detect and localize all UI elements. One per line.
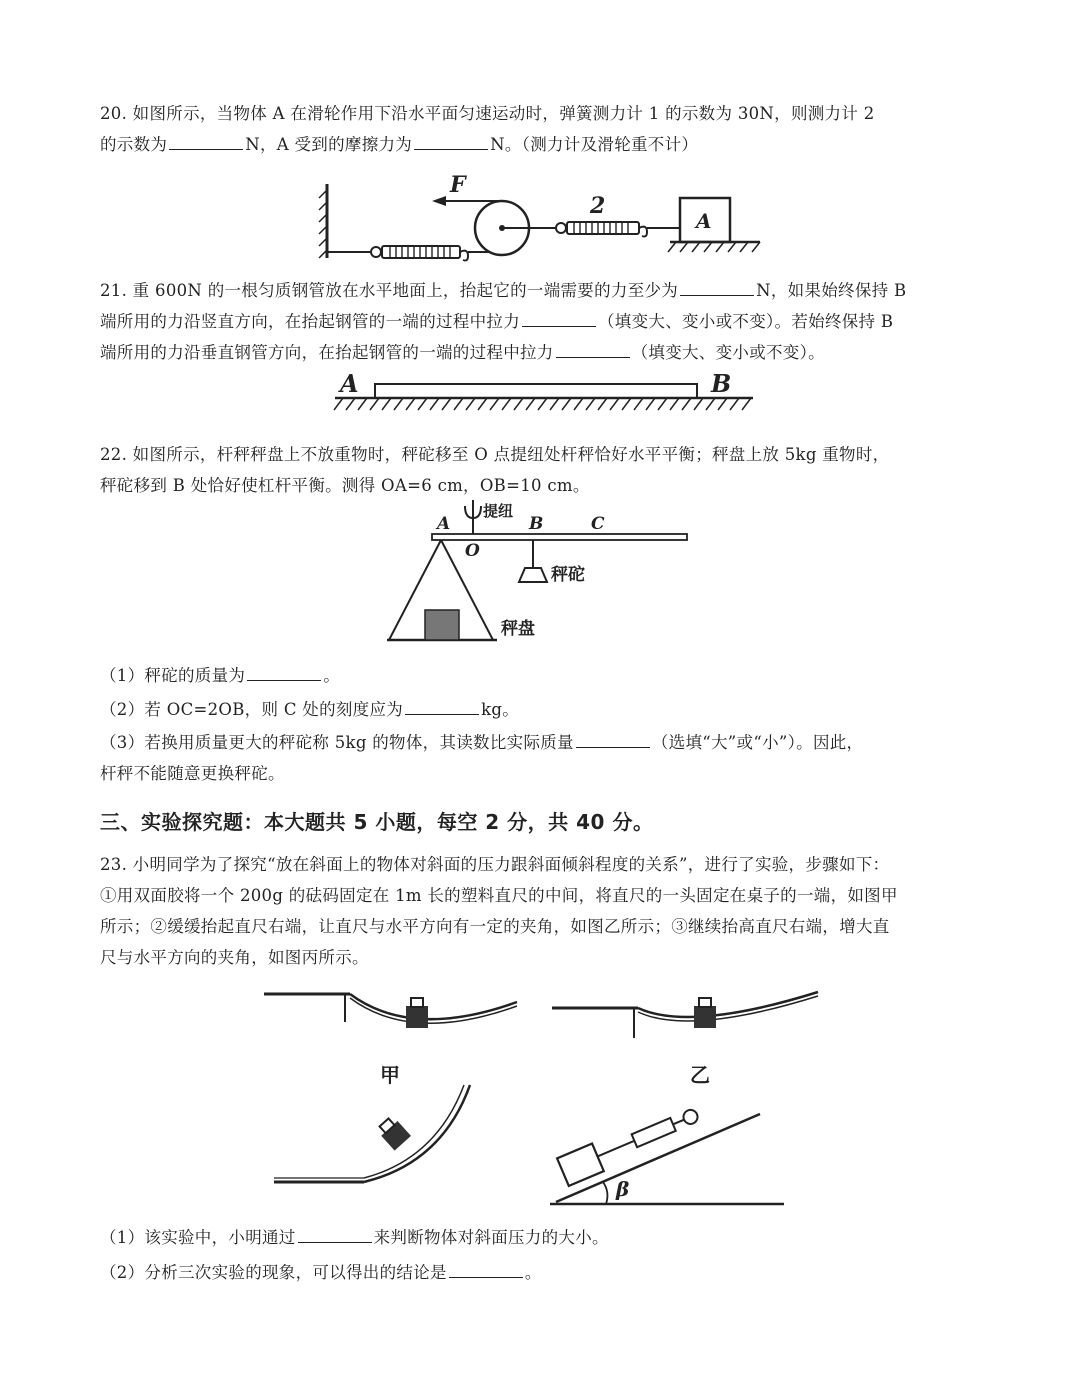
incline-figure bbox=[548, 1102, 788, 1212]
ground-hatch bbox=[730, 398, 739, 410]
incline-spring-scale bbox=[632, 1118, 676, 1147]
steelyard-figure bbox=[385, 500, 695, 645]
force-label: F bbox=[450, 172, 466, 198]
q23-sub-2: （2）分析三次实验的现象，可以得出的结论是 。 bbox=[100, 1263, 542, 1282]
spring-scale-2 bbox=[556, 222, 647, 237]
answer-blank[interactable] bbox=[556, 356, 630, 358]
ground-hatch bbox=[442, 398, 451, 410]
q22-sub-2: （2）若 OC=2OB，则 C 处的刻度应为 kg。 bbox=[100, 700, 520, 719]
answer-blank[interactable] bbox=[298, 1241, 372, 1243]
point-a-label: A bbox=[437, 514, 451, 534]
ground-hatch bbox=[706, 398, 715, 410]
point-c-label: C bbox=[591, 514, 605, 534]
weight-jia bbox=[406, 1006, 428, 1028]
pan-load bbox=[425, 610, 459, 640]
answer-blank[interactable] bbox=[169, 148, 243, 150]
ground-hatch bbox=[502, 398, 511, 410]
ground-hatch bbox=[610, 398, 619, 410]
meter-2-label: 2 bbox=[590, 193, 606, 219]
label-yi: 乙 bbox=[690, 1063, 710, 1087]
ground-hatch bbox=[394, 398, 403, 410]
block-label: A bbox=[696, 209, 712, 233]
ground-hatch bbox=[382, 398, 391, 410]
ground-hatch bbox=[538, 398, 547, 410]
ground-hatch bbox=[658, 398, 667, 410]
steel-pipe-figure bbox=[335, 368, 755, 418]
q20-line-1: 20. 如图所示，当物体 A 在滑轮作用下沿水平面匀速运动时，弹簧测力计 1 的示数为 30N，则测力计 2 bbox=[100, 104, 875, 123]
beam bbox=[432, 534, 687, 540]
end-b-label: B bbox=[711, 369, 732, 398]
label-jia: 甲 bbox=[380, 1063, 400, 1087]
q23-line-2: ①用双面胶将一个 200g 的砝码固定在 1m 长的塑料直尺的中间，将直尺的一头固定在桌子的一端，如图甲 bbox=[100, 886, 898, 905]
ground-hatch bbox=[598, 398, 607, 410]
q22-line-1: 22. 如图所示，杆秤秤盘上不放重物时，秤砣移至 O 点提纽处杆秤恰好水平平衡；秤盘上放 5kg 重物时， bbox=[100, 445, 890, 464]
q20-line-2: 的示数为 N，A 受到的摩擦力为 N。（测力计及滑轮重不计） bbox=[100, 135, 699, 154]
ground-hatch bbox=[358, 398, 367, 410]
q21-line-3: 端所用的力沿垂直钢管方向，在抬起钢管的一端的过程中拉力 （填变大、变小或不变）。 bbox=[100, 343, 825, 362]
ground-hatch bbox=[622, 398, 631, 410]
incline-block bbox=[557, 1144, 604, 1186]
ground-hatch bbox=[550, 398, 559, 410]
ground-hatch bbox=[514, 398, 523, 410]
ground-hatch bbox=[562, 398, 571, 410]
weight-label: 秤砣 bbox=[551, 565, 585, 585]
q22-line-2: 秤砣移到 B 处恰好使杠杆平衡。测得 OA=6 cm，OB=10 cm。 bbox=[100, 476, 590, 495]
answer-blank[interactable] bbox=[405, 713, 479, 715]
figure-yi bbox=[550, 982, 830, 1087]
q22-sub-3: （3）若换用质量更大的秤砣称 5kg 的物体，其读数比实际质量 （选填“大”或“小”）。因此， bbox=[100, 733, 864, 752]
q21-line-1: 21. 重 600N 的一根匀质钢管放在水平地面上，抬起它的一端需要的力至少为 N，如果始终保持 B bbox=[100, 281, 907, 300]
answer-blank[interactable] bbox=[414, 148, 488, 150]
answer-blank[interactable] bbox=[576, 746, 650, 748]
answer-blank[interactable] bbox=[449, 1276, 523, 1278]
figure-jia bbox=[262, 982, 527, 1087]
counterweight bbox=[519, 568, 547, 582]
ground-hatch bbox=[418, 398, 427, 410]
ground-hatch bbox=[634, 398, 643, 410]
q22-sub-3-cont: 杆秤不能随意更换秤砣。 bbox=[100, 764, 285, 783]
angle-beta-label: β bbox=[616, 1177, 630, 1201]
weight-yi bbox=[694, 1006, 716, 1028]
figure-bing bbox=[272, 1083, 477, 1193]
ground-hatch bbox=[694, 398, 703, 410]
handle-label: 提纽 bbox=[483, 502, 514, 520]
ground-hatch bbox=[406, 398, 415, 410]
section-heading: 三、实验探究题：本大题共 5 小题，每空 2 分，共 40 分。 bbox=[100, 810, 654, 834]
answer-blank[interactable] bbox=[522, 325, 596, 327]
point-o-label: O bbox=[465, 541, 480, 561]
q23-line-1: 23. 小明同学为了探究“放在斜面上的物体对斜面的压力跟斜面倾斜程度的关系”，进行了实验，步骤如下： bbox=[100, 855, 890, 874]
ground-hatch bbox=[466, 398, 475, 410]
ground-hatch bbox=[586, 398, 595, 410]
ground-hatch bbox=[454, 398, 463, 410]
ground-hatch bbox=[670, 398, 679, 410]
pan-label: 秤盘 bbox=[501, 619, 535, 639]
weight-bing bbox=[376, 1115, 411, 1151]
q21-line-2: 端所用的力沿竖直方向，在抬起钢管的一端的过程中拉力 （填变大、变小或不变）。若始终保持 B bbox=[100, 312, 894, 331]
ground-hatch bbox=[574, 398, 583, 410]
q22-sub-1: （1）秤砣的质量为 。 bbox=[100, 666, 341, 685]
answer-blank[interactable] bbox=[247, 679, 321, 681]
pulley-figure bbox=[310, 170, 770, 265]
ground-hatch bbox=[742, 398, 751, 410]
ground-hatch bbox=[682, 398, 691, 410]
ground-hatch bbox=[646, 398, 655, 410]
ground-hatch bbox=[526, 398, 535, 410]
ground-hatch bbox=[718, 398, 727, 410]
ground-hatch bbox=[370, 398, 379, 410]
spring-scale-1 bbox=[371, 246, 468, 261]
ground-hatch bbox=[430, 398, 439, 410]
ground-hatch bbox=[490, 398, 499, 410]
q23-line-3: 所示；②缓缓抬起直尺右端，让直尺与水平方向有一定的夹角，如图乙所示；③继续抬高直尺右端，增大直 bbox=[100, 917, 890, 936]
end-a-label: A bbox=[340, 369, 359, 398]
ground-hatch bbox=[334, 398, 343, 410]
ground-hatch bbox=[346, 398, 355, 410]
answer-blank[interactable] bbox=[680, 294, 754, 296]
q23-line-4: 尺与水平方向的夹角，如图丙所示。 bbox=[100, 948, 369, 967]
steel-pipe bbox=[375, 384, 697, 398]
ground-hatch bbox=[478, 398, 487, 410]
point-b-label: B bbox=[529, 514, 544, 534]
q23-sub-1: （1）该实验中，小明通过 来判断物体对斜面压力的大小。 bbox=[100, 1228, 609, 1247]
